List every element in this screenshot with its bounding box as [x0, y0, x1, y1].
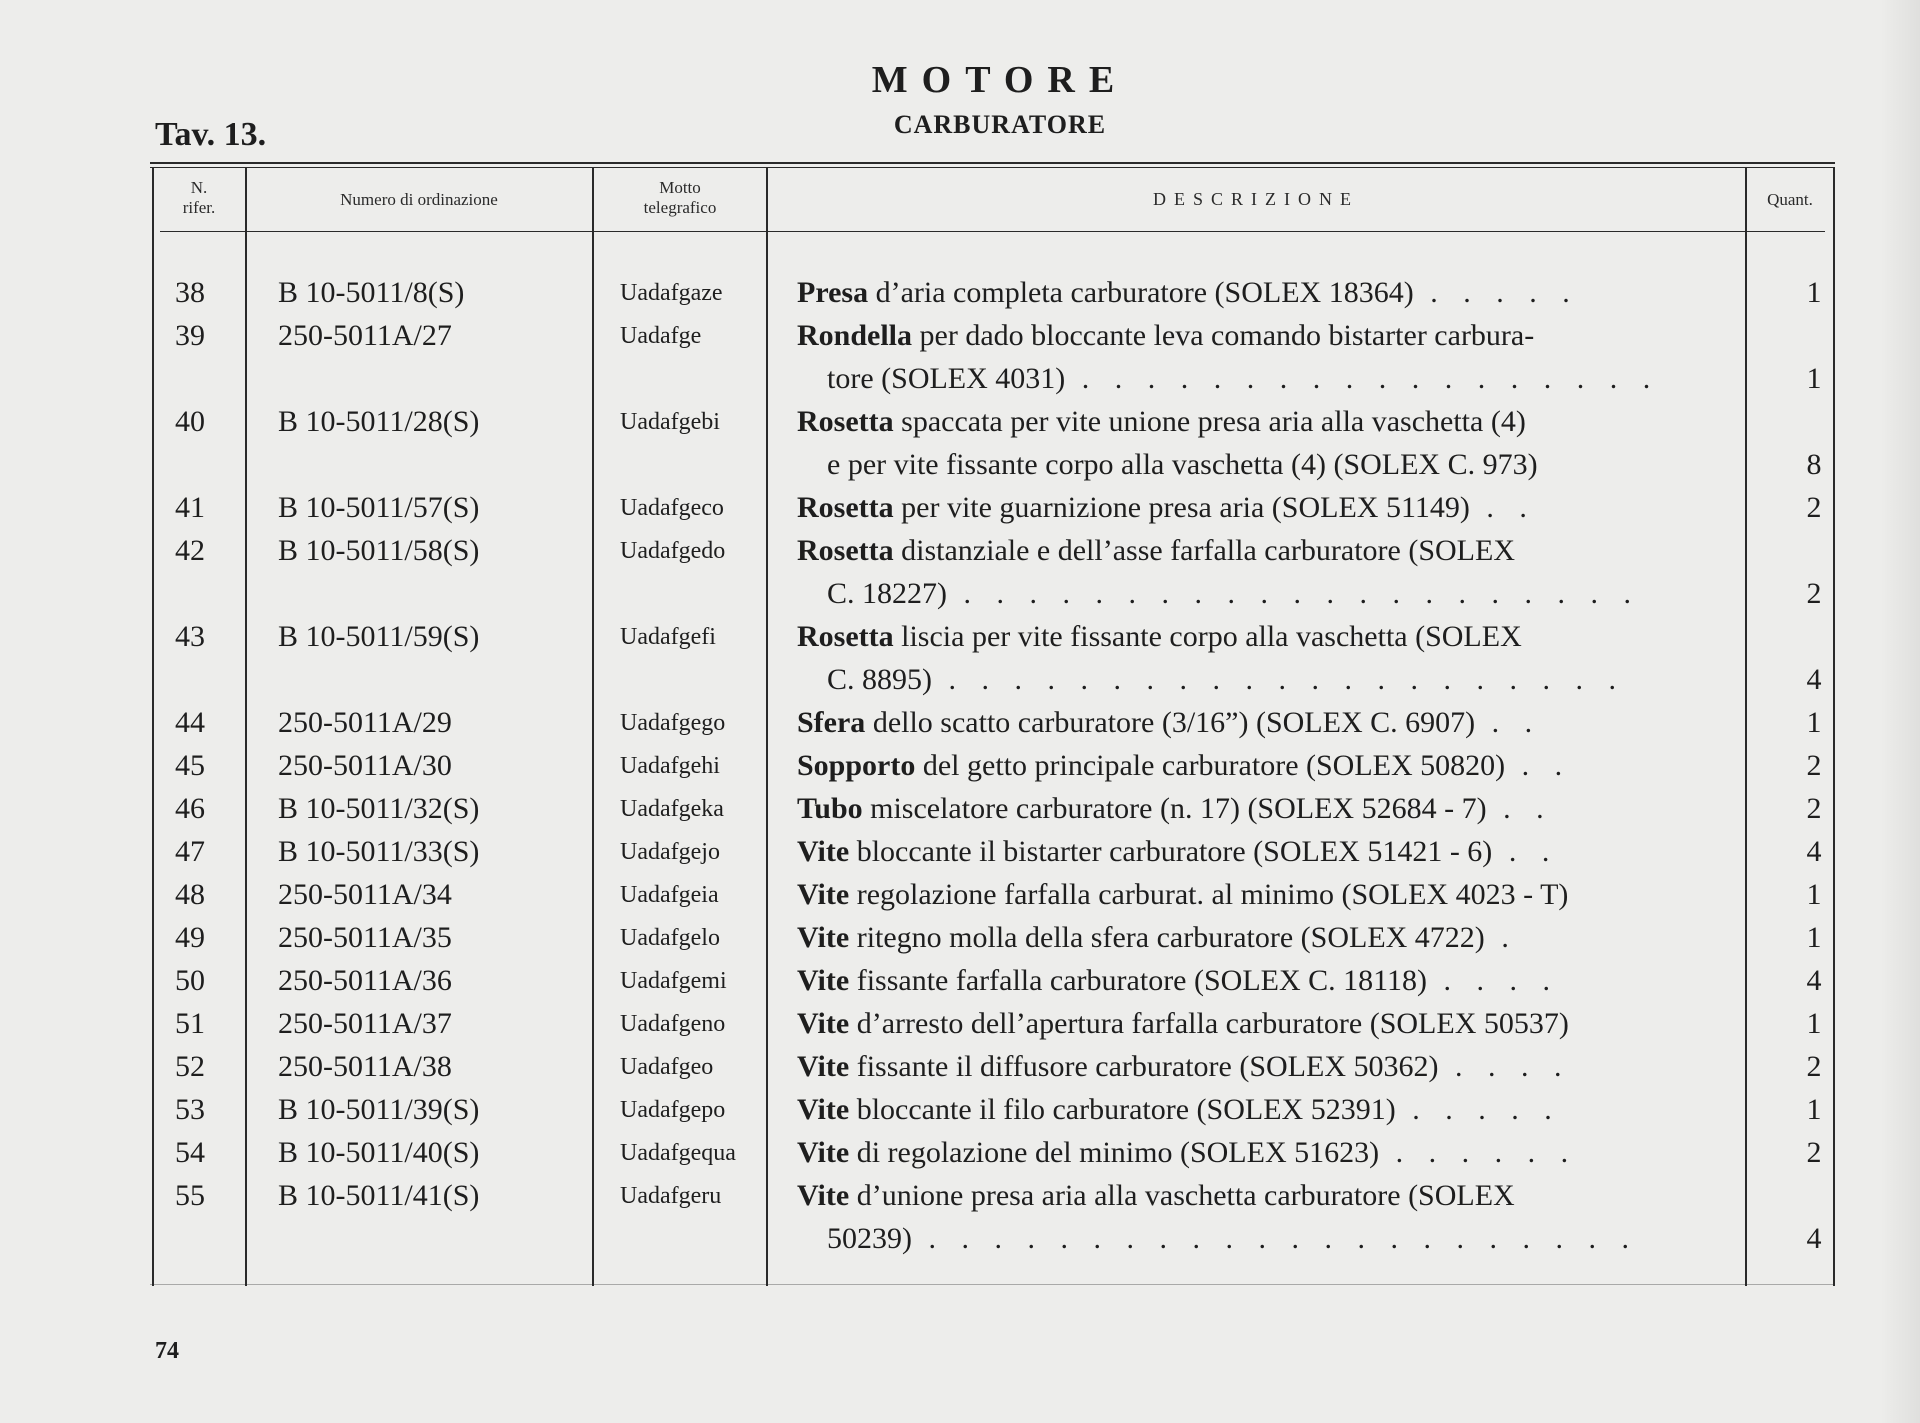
leader-dots: . . . . . . . . . . . . . . . . . . . . . — [932, 663, 1625, 696]
table-row — [0, 276, 1920, 319]
description-text: tore (SOLEX 4031) — [797, 362, 1066, 395]
order-number: B 10-5011/40(S) — [278, 1136, 480, 1169]
table-top-rule — [150, 162, 1835, 164]
leader-dots: . . — [1475, 706, 1542, 739]
telegraphic-code: Uadafgebi — [620, 409, 720, 435]
description-text: di regolazione del minimo (SOLEX 51623) — [849, 1136, 1380, 1169]
telegraphic-code: Uadafgeru — [620, 1183, 722, 1209]
description — [797, 620, 1737, 654]
quantity: 1 — [1806, 878, 1822, 911]
description — [797, 448, 1737, 482]
quantity: 4 — [1806, 835, 1822, 868]
leader-dots: . . . . — [1427, 964, 1560, 997]
leader-dots: . . — [1505, 749, 1572, 782]
page-title: MOTORE — [871, 59, 1129, 101]
order-number: B 10-5011/8(S) — [278, 276, 465, 309]
order-number: 250-5011A/29 — [278, 706, 452, 739]
description-text: spaccata per vite unione presa aria alla vaschetta (4) — [893, 405, 1526, 438]
description-text: d’arresto dell’apertura farfalla carburatore (SOLEX 50537) — [849, 1007, 1569, 1040]
description-keyword: Vite — [797, 921, 850, 954]
order-number: B 10-5011/32(S) — [278, 792, 480, 825]
ref-number: 55 — [175, 1179, 205, 1212]
ref-number: 52 — [175, 1050, 205, 1083]
description — [797, 1136, 1737, 1170]
telegraphic-code: Uadafgeno — [620, 1011, 726, 1037]
ref-number: 39 — [175, 319, 205, 352]
order-number: 250-5011A/27 — [278, 319, 452, 352]
description-keyword: Sfera — [797, 706, 866, 739]
table-row — [0, 964, 1920, 1007]
description-text: C. 8895) — [797, 663, 932, 696]
quantity: 1 — [1806, 362, 1822, 395]
description-keyword: Rosetta — [797, 620, 894, 653]
ref-number: 48 — [175, 878, 205, 911]
description — [797, 534, 1737, 568]
table-row — [0, 1007, 1920, 1050]
description — [797, 792, 1737, 826]
plate-number: Tav. 13. — [155, 116, 267, 153]
leader-dots: . . . . . . . . . . . . . . . . . . . . . — [947, 577, 1640, 610]
description-text: liscia per vite fissante corpo alla vaschetta (SOLEX — [893, 620, 1522, 653]
telegraphic-code: Uadafgepo — [620, 1097, 726, 1123]
quantity: 4 — [1806, 663, 1822, 696]
description-text: bloccante il filo carburatore (SOLEX 52391) — [849, 1093, 1396, 1126]
page-subtitle: CARBURATORE — [893, 110, 1107, 139]
description-keyword: Rosetta — [797, 534, 894, 567]
description-text: 50239) — [797, 1222, 912, 1255]
ref-number: 54 — [175, 1136, 205, 1169]
leader-dots: . . . . — [1438, 1050, 1571, 1083]
description — [797, 1007, 1737, 1041]
description-text: e per vite fissante corpo alla vaschetta (4) (SOLEX C. 973) — [797, 448, 1538, 481]
leader-dots: . . . . . . . . . . . . . . . . . . — [1065, 362, 1660, 395]
table-row — [0, 534, 1920, 577]
table-row — [0, 405, 1920, 448]
description — [797, 878, 1737, 912]
table-row — [0, 1222, 1920, 1265]
order-number: B 10-5011/33(S) — [278, 835, 480, 868]
description-keyword: Tubo — [797, 792, 863, 825]
description-keyword: Vite — [797, 1179, 850, 1212]
table-row — [0, 663, 1920, 706]
description — [797, 1179, 1737, 1213]
telegraphic-code: Uadafgehi — [620, 753, 720, 779]
order-number: 250-5011A/38 — [278, 1050, 452, 1083]
order-number: B 10-5011/28(S) — [278, 405, 480, 438]
order-number: B 10-5011/58(S) — [278, 534, 480, 567]
description-keyword: Rosetta — [797, 491, 894, 524]
quantity: 2 — [1806, 577, 1822, 610]
quantity: 2 — [1806, 749, 1822, 782]
table-top-rule-2 — [150, 167, 1835, 168]
ref-number: 53 — [175, 1093, 205, 1126]
table-row — [0, 491, 1920, 534]
description-text: miscelatore carburatore (n. 17) (SOLEX 52684 - 7) — [862, 792, 1487, 825]
description-text: d’unione presa aria alla vaschetta carburatore (SOLEX — [849, 1179, 1515, 1212]
order-number: 250-5011A/34 — [278, 878, 452, 911]
ref-number: 41 — [175, 491, 205, 524]
header-motto — [595, 178, 765, 218]
table-row — [0, 362, 1920, 405]
leader-dots: . . — [1486, 792, 1553, 825]
table-row — [0, 921, 1920, 964]
table-row — [0, 1136, 1920, 1179]
order-number: B 10-5011/39(S) — [278, 1093, 480, 1126]
description — [797, 749, 1737, 783]
description-keyword: Vite — [797, 878, 850, 911]
order-number: 250-5011A/35 — [278, 921, 452, 954]
header-quant: Quant. — [1767, 190, 1813, 209]
header-n-rifer-line2: rifer. — [182, 198, 216, 217]
description-keyword: Rondella — [797, 319, 913, 352]
quantity: 1 — [1806, 1093, 1822, 1126]
description — [797, 276, 1737, 310]
header-motto-line2: telegrafico — [643, 198, 717, 217]
table-row — [0, 319, 1920, 362]
description-text: bloccante il bistarter carburatore (SOLEX 51421 - 6) — [849, 835, 1493, 868]
telegraphic-code: Uadafgeka — [620, 796, 724, 822]
header-n-rifer — [155, 178, 243, 218]
quantity: 1 — [1806, 921, 1822, 954]
leader-dots: . . — [1469, 491, 1536, 524]
table-row — [0, 878, 1920, 921]
description-keyword: Vite — [797, 1093, 850, 1126]
table-row — [0, 835, 1920, 878]
order-number: 250-5011A/36 — [278, 964, 452, 997]
header-numero: Numero di ordinazione — [340, 190, 498, 209]
quantity: 4 — [1806, 964, 1822, 997]
telegraphic-code: Uadafgelo — [620, 925, 720, 951]
leader-dots: . . . . . — [1395, 1093, 1561, 1126]
order-number: 250-5011A/30 — [278, 749, 452, 782]
order-number: 250-5011A/37 — [278, 1007, 452, 1040]
description — [797, 663, 1737, 697]
description — [797, 319, 1737, 353]
quantity: 2 — [1806, 1050, 1822, 1083]
ref-number: 50 — [175, 964, 205, 997]
description — [797, 1093, 1737, 1127]
quantity: 1 — [1806, 1007, 1822, 1040]
header-motto-line1: Motto — [659, 178, 701, 197]
telegraphic-code: Uadafgego — [620, 710, 726, 736]
ref-number: 42 — [175, 534, 205, 567]
telegraphic-code: Uadafge — [620, 323, 702, 349]
ref-number: 46 — [175, 792, 205, 825]
table-row — [0, 577, 1920, 620]
table-row — [0, 448, 1920, 491]
description — [797, 921, 1737, 955]
quantity: 4 — [1806, 1222, 1822, 1255]
leader-dots: . . . . . . . . . . . . . . . . . . . . . . — [912, 1222, 1638, 1255]
description — [797, 1222, 1737, 1256]
table-row — [0, 706, 1920, 749]
description-text: d’aria completa carburatore (SOLEX 18364) — [868, 276, 1414, 309]
description-text: dello scatto carburatore (3/16”) (SOLEX C. 6907) — [865, 706, 1476, 739]
telegraphic-code: Uadafgemi — [620, 968, 727, 994]
table-row — [0, 1093, 1920, 1136]
ref-number: 38 — [175, 276, 205, 309]
telegraphic-code: Uadafgejo — [620, 839, 720, 865]
telegraphic-code: Uadafgeco — [620, 495, 724, 521]
quantity: 1 — [1806, 706, 1822, 739]
description — [797, 835, 1737, 869]
header-bottom-rule — [160, 231, 1825, 232]
ref-number: 47 — [175, 835, 205, 868]
quantity: 1 — [1806, 276, 1822, 309]
description — [797, 1050, 1737, 1084]
quantity: 2 — [1806, 491, 1822, 524]
ref-number: 44 — [175, 706, 205, 739]
ref-number: 43 — [175, 620, 205, 653]
description-text: distanziale e dell’asse farfalla carburatore (SOLEX — [893, 534, 1515, 567]
description-text: C. 18227) — [797, 577, 947, 610]
ref-number: 40 — [175, 405, 205, 438]
order-number: B 10-5011/41(S) — [278, 1179, 480, 1212]
description-keyword: Vite — [797, 1050, 850, 1083]
description-keyword: Vite — [797, 1136, 850, 1169]
leader-dots: . . — [1492, 835, 1559, 868]
table-bottom-rule — [150, 1284, 1835, 1285]
quantity: 2 — [1806, 792, 1822, 825]
description — [797, 577, 1737, 611]
header-n-rifer-line1: N. — [190, 178, 208, 197]
order-number: B 10-5011/59(S) — [278, 620, 480, 653]
page-number: 74 — [155, 1338, 179, 1364]
description — [797, 405, 1737, 439]
table-row — [0, 620, 1920, 663]
description-keyword: Vite — [797, 835, 850, 868]
telegraphic-code: Uadafgaze — [620, 280, 723, 306]
description-keyword: Presa — [797, 276, 869, 309]
table-row — [0, 749, 1920, 792]
telegraphic-code: Uadafgedo — [620, 538, 726, 564]
description-keyword: Vite — [797, 964, 850, 997]
table-row — [0, 1179, 1920, 1222]
description — [797, 706, 1737, 740]
description-text: per vite guarnizione presa aria (SOLEX 51149) — [893, 491, 1470, 524]
description-keyword: Sopporto — [797, 749, 916, 782]
description-text: fissante farfalla carburatore (SOLEX C. 18118) — [849, 964, 1428, 997]
telegraphic-code: Uadafgequa — [620, 1140, 736, 1166]
description — [797, 491, 1737, 525]
quantity: 2 — [1806, 1136, 1822, 1169]
order-number: B 10-5011/57(S) — [278, 491, 480, 524]
telegraphic-code: Uadafgeia — [620, 882, 719, 908]
description-keyword: Rosetta — [797, 405, 894, 438]
leader-dots: . — [1484, 921, 1518, 954]
ref-number: 49 — [175, 921, 205, 954]
header-descrizione: DESCRIZIONE — [1153, 189, 1359, 209]
description-text: del getto principale carburatore (SOLEX 50820) — [915, 749, 1506, 782]
table-row — [0, 792, 1920, 835]
description-text: regolazione farfalla carburat. al minimo (SOLEX 4023 - T) — [849, 878, 1569, 911]
description-text: fissante il diffusore carburatore (SOLEX 50362) — [849, 1050, 1439, 1083]
telegraphic-code: Uadafgeo — [620, 1054, 714, 1080]
description-text: ritegno molla della sfera carburatore (SOLEX 4722) — [849, 921, 1485, 954]
quantity: 8 — [1806, 448, 1822, 481]
ref-number: 51 — [175, 1007, 205, 1040]
ref-number: 45 — [175, 749, 205, 782]
telegraphic-code: Uadafgefi — [620, 624, 716, 650]
description-keyword: Vite — [797, 1007, 850, 1040]
description — [797, 964, 1737, 998]
table-row — [0, 1050, 1920, 1093]
description-text: per dado bloccante leva comando bistarter carbura- — [912, 319, 1535, 352]
leader-dots: . . . . . . — [1379, 1136, 1578, 1169]
description — [797, 362, 1737, 396]
leader-dots: . . . . . — [1413, 276, 1579, 309]
